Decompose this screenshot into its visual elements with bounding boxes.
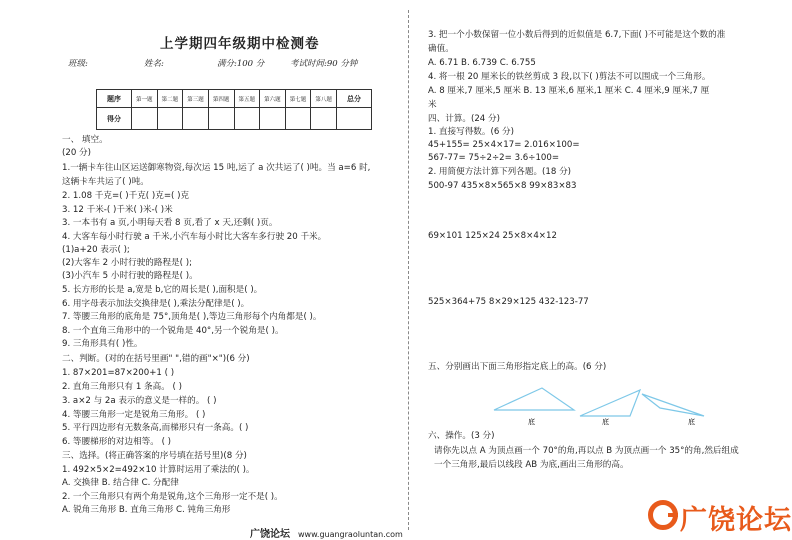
right-line: 500-97 435×8×565×8 99×83×83	[428, 181, 577, 191]
score-cell[interactable]	[234, 108, 260, 130]
left-line: 二、判断。(对的在括号里画" ",错的画"×")(6 分)	[62, 354, 250, 364]
right-line: A. 8 厘米,7 厘米,5 厘米 B. 13 厘米,6 厘米,1 厘米 C. 4 厘米,9 厘米,7 厘	[428, 86, 710, 96]
left-line: 1. 492×5×2=492×10 计算时运用了乘法的( )。	[62, 465, 255, 475]
score-col: 第七题	[285, 90, 311, 108]
left-line: 2. 直角三角形只有 1 条高。 ( )	[62, 382, 182, 392]
left-line: 三、选择。(将正确答案的序号填在括号里)(8 分)	[62, 451, 247, 461]
right-line: 确值。	[428, 44, 454, 54]
score-col: 第二题	[157, 90, 183, 108]
right-line: 五、分别画出下面三角形指定底上的高。(6 分)	[428, 362, 607, 372]
left-line: 6. 等腰梯形的对边相等。 ( )	[62, 437, 172, 447]
score-col: 第八题	[311, 90, 337, 108]
score-cell[interactable]	[285, 108, 311, 130]
left-column	[62, 0, 400, 539]
score-row-header: 题序	[97, 90, 132, 108]
right-line: 69×101 125×24 25×8×4×12	[428, 231, 557, 241]
left-line: A. 锐角三角形 B. 直角三角形 C. 钝角三角形	[62, 505, 231, 515]
left-line: (1)a+20 表示( );	[62, 245, 130, 255]
score-col: 第三题	[183, 90, 209, 108]
score-col: 第六题	[260, 90, 286, 108]
class-field: 班级:	[68, 59, 88, 69]
left-line: 一、 填空。	[62, 135, 108, 145]
right-column	[428, 0, 773, 539]
left-line: 1. 87×201=87×200+1 ( )	[62, 368, 175, 378]
left-line: 2. 1.08 千克=( )千克( )克=( )克	[62, 191, 190, 201]
score-cell[interactable]	[208, 108, 234, 130]
left-line: 5. 平行四边形有无数条高,而梯形只有一条高。( )	[62, 423, 249, 433]
right-line: 567-77= 75÷2÷2= 3.6÷100=	[428, 153, 560, 163]
score-row-label: 得分	[97, 108, 132, 130]
footer-url[interactable]: www.guangraoluntan.com	[298, 530, 403, 539]
tri-label: 底	[688, 418, 695, 426]
footer-site: 广饶论坛	[250, 529, 290, 540]
left-line: 4. 大客车每小时行驶 a 千米,小汽车每小时比大客车多行驶 20 千米。	[62, 232, 327, 242]
score-col: 第一题	[132, 90, 158, 108]
left-line: 这辆卡车共运了( )吨。	[62, 177, 149, 187]
right-line: 4. 将一根 20 厘米长的铁丝剪成 3 段,以下( )剪法不可以围成一个三角形。	[428, 72, 711, 82]
score-cell[interactable]	[260, 108, 286, 130]
score-total: 总分	[337, 90, 372, 108]
left-line: 8. 一个直角三角形中的一个锐角是 40°,另一个锐角是( )。	[62, 326, 284, 336]
right-line: 45+155= 25×4×17= 2.016×100=	[428, 140, 580, 150]
right-line: 525×364+75 8×29×125 432-123-77	[428, 297, 589, 307]
score-col: 第五题	[234, 90, 260, 108]
score-cell[interactable]	[311, 108, 337, 130]
right-line: 请你先以点 A 为顶点画一个 70°的角,再以点 B 为顶点画一个 35°的角,然后组成	[434, 446, 739, 456]
triangles-figure	[492, 386, 712, 426]
logo-text: 广饶论坛	[680, 505, 792, 536]
footer	[250, 525, 403, 540]
right-line: 四、计算。(24 分)	[428, 114, 500, 124]
score-cell[interactable]	[132, 108, 158, 130]
right-line: 六、操作。(3 分)	[428, 431, 495, 441]
score-cell[interactable]	[157, 108, 183, 130]
full-score: 满分:100 分	[217, 59, 265, 69]
name-field: 姓名:	[144, 59, 164, 69]
column-divider	[408, 10, 409, 530]
left-line: 7. 等腰三角形的底角是 75°,顶角是( ),等边三角形每个内角都是( )。	[62, 312, 322, 322]
triangle-2	[580, 390, 640, 416]
left-line: 9. 三角形具有( )性。	[62, 339, 143, 349]
right-line: 3. 把一个小数保留一位小数后得到的近似值是 6.7,下面( )不可能是这个数的准	[428, 30, 726, 40]
score-cell[interactable]	[183, 108, 209, 130]
left-line: (3)小汽车 5 小时行驶的路程是( )。	[62, 271, 198, 281]
right-line: 1. 直接写得数。(6 分)	[428, 127, 514, 137]
left-line: 3. 一本书有 a 页,小明每天看 8 页,看了 x 天,还剩( )页。	[62, 218, 278, 228]
left-line: 3. 12 千米-( )千米( )米-( )米	[62, 205, 173, 215]
page-title: 上学期四年级期中检测卷	[160, 36, 320, 52]
tri-label: 底	[602, 418, 609, 426]
right-line: A. 6.71 B. 6.739 C. 6.755	[428, 58, 536, 68]
left-line: 6. 用字母表示加法交换律是( ),乘法分配律是( )。	[62, 299, 250, 309]
left-line: 3. a×2 与 2a 表示的意义是一样的。 ( )	[62, 396, 217, 406]
logo-g-icon	[648, 500, 678, 530]
right-line: 一个三角形,最后以线段 AB 为底,画出三角形的高。	[434, 460, 629, 470]
triangle-3	[642, 394, 704, 416]
left-line: A. 交换律 B. 结合律 C. 分配律	[62, 478, 179, 488]
right-line: 2. 用简便方法计算下列各题。(18 分)	[428, 167, 572, 177]
tri-label: 底	[528, 418, 535, 426]
left-line: 5. 长方形的长是 a,宽是 b,它的周长是( ),面积是( )。	[62, 285, 263, 295]
left-line: (2)大客车 2 小时行驶的路程是( );	[62, 258, 192, 268]
score-cell[interactable]	[337, 108, 372, 130]
site-logo	[648, 498, 792, 536]
left-line: 2. 一个三角形只有两个角是锐角,这个三角形一定不是( )。	[62, 492, 283, 502]
exam-time: 考试时间:90 分钟	[290, 59, 358, 69]
left-line: 1.一辆卡车往山区运送御寒物资,每次运 15 吨,运了 a 次共运了( )吨。当 a=6 时,	[62, 163, 371, 173]
left-line: 4. 等腰三角形一定是锐角三角形。 ( )	[62, 410, 206, 420]
score-table	[96, 89, 372, 130]
score-col: 第四题	[208, 90, 234, 108]
right-line: 米	[428, 100, 437, 110]
triangle-1	[494, 388, 574, 410]
left-line: (20 分)	[62, 148, 91, 158]
